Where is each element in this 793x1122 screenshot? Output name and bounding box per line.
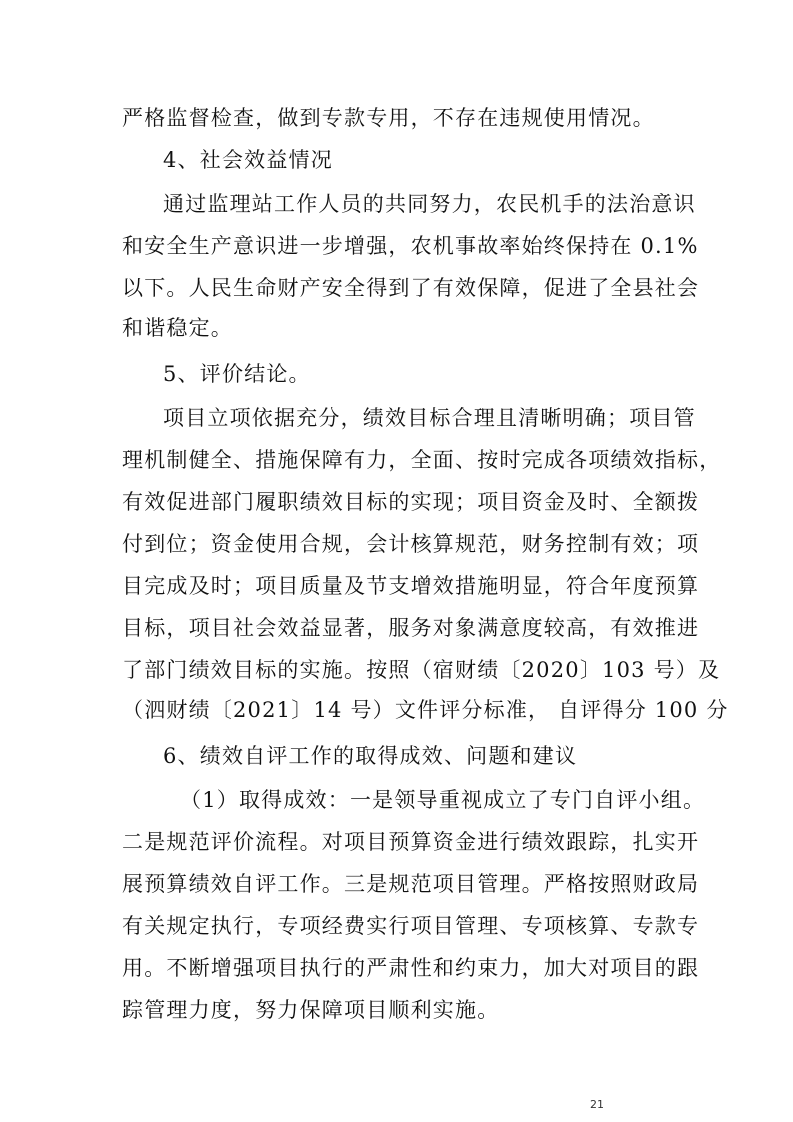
paragraph-line: 严格监督检查，做到专款专用，不存在违规使用情况。: [122, 106, 655, 130]
paragraph-line: 和谐稳定。: [122, 316, 233, 340]
paragraph-line: 理机制健全、措施保障有力，全面、按时完成各项绩效指标，: [122, 448, 722, 472]
paragraph-line: 付到位；资金使用合规，会计核算规范，财务控制有效；项: [122, 532, 700, 556]
paragraph-line: 用。不断增强项目执行的严肃性和约束力，加大对项目的跟: [122, 956, 700, 980]
paragraph-line: 目标，项目社会效益显著，服务对象满意度较高，有效推进: [122, 616, 700, 640]
page-number: 21: [590, 1098, 604, 1111]
paragraph-line: 通过监理站工作人员的共同努力，农民机手的法治意识: [163, 192, 696, 216]
paragraph-line: 项目立项依据充分，绩效目标合理且清晰明确；项目管: [163, 406, 696, 430]
paragraph-line: 以下。人民生命财产安全得到了有效保障，促进了全县社会: [122, 276, 700, 300]
paragraph-line: （泗财绩〔2021〕14 号）文件评分标准， 自评得分 100 分: [122, 698, 729, 722]
section-heading: 5、评价结论。: [163, 362, 311, 386]
paragraph-line: （1）取得成效：一是领导重视成立了专门自评小组。: [180, 788, 706, 812]
paragraph-line: 踪管理力度，努力保障项目顺利实施。: [122, 998, 500, 1022]
paragraph-line: 二是规范评价流程。对项目预算资金进行绩效跟踪，扎实开: [122, 830, 700, 854]
paragraph-line: 有关规定执行，专项经费实行项目管理、专项核算、专款专: [122, 914, 700, 938]
paragraph-line: 目完成及时；项目质量及节支增效措施明显，符合年度预算: [122, 574, 700, 598]
section-heading: 4、社会效益情况: [163, 148, 333, 172]
paragraph-line: 展预算绩效自评工作。三是规范项目管理。严格按照财政局: [122, 872, 700, 896]
section-heading: 6、绩效自评工作的取得成效、问题和建议: [163, 744, 578, 768]
paragraph-line: 有效促进部门履职绩效目标的实现；项目资金及时、全额拨: [122, 490, 700, 514]
paragraph-line: 了部门绩效目标的实施。按照（宿财绩〔2020〕103 号）及: [122, 658, 721, 682]
paragraph-line: 和安全生产意识进一步增强，农机事故率始终保持在 0.1%: [122, 234, 699, 258]
